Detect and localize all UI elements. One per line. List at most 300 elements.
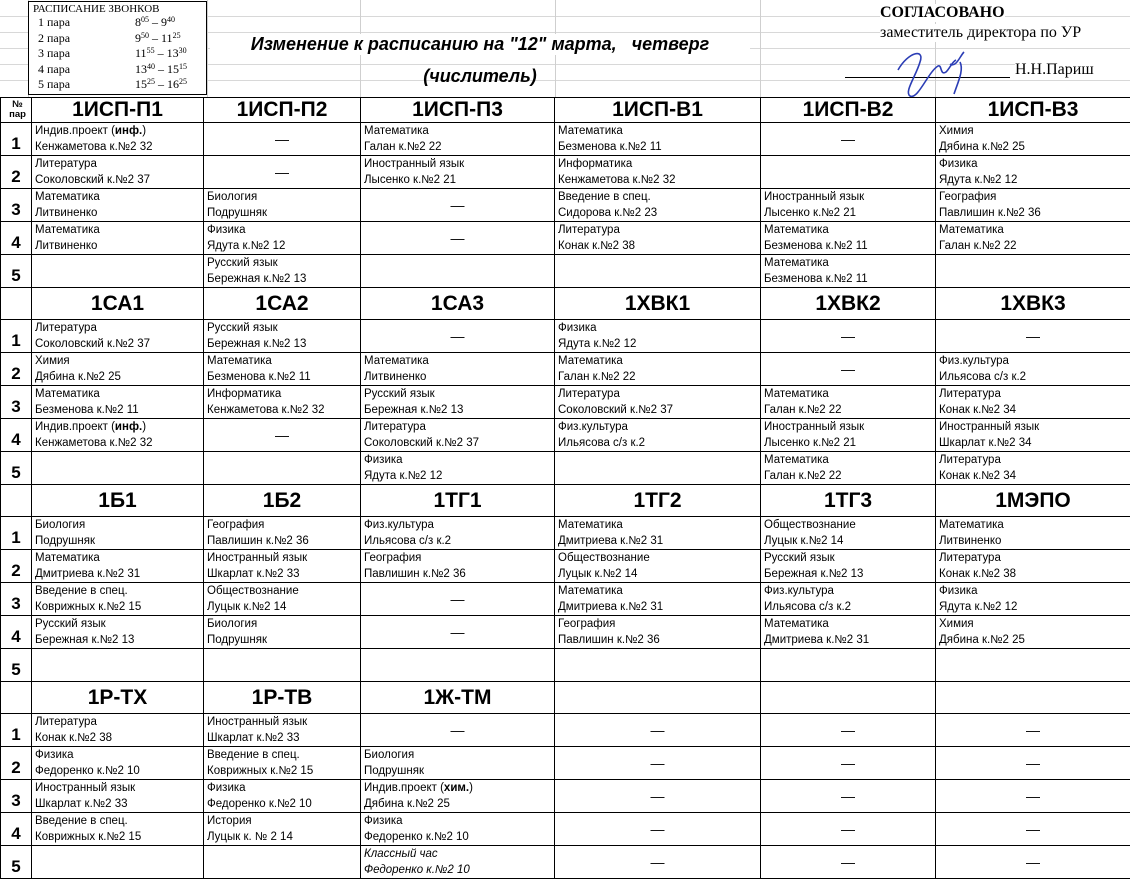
cell-line: Конак к.№2 38 xyxy=(558,240,636,252)
lesson-cell[interactable] xyxy=(361,452,555,485)
lesson-cell[interactable] xyxy=(761,583,936,616)
lesson-cell[interactable] xyxy=(361,386,555,419)
cell-line: Шкарлат к.№2 34 xyxy=(939,437,1032,449)
cell-line: Шкарлат к.№2 33 xyxy=(35,798,128,810)
cell-line: Русский язык xyxy=(207,257,278,269)
lesson-cell[interactable] xyxy=(204,747,361,780)
lesson-cell[interactable] xyxy=(204,583,361,616)
lesson-cell[interactable] xyxy=(936,123,1130,156)
lesson-cell[interactable] xyxy=(555,222,761,255)
cell-line: История xyxy=(207,815,252,827)
bell-period: 3 пара xyxy=(38,46,71,60)
lesson-cell[interactable] xyxy=(936,156,1130,189)
lesson-cell[interactable] xyxy=(204,616,361,649)
lesson-cell[interactable] xyxy=(32,550,204,583)
cell-line: Ядута к.№2 12 xyxy=(939,174,1018,186)
lesson-cell[interactable] xyxy=(761,255,936,288)
cell-line: География xyxy=(558,618,616,630)
group-name: 1ХВК1 xyxy=(555,288,761,320)
empty-lesson-cell[interactable]: — xyxy=(361,189,555,222)
table-row xyxy=(1,123,1130,156)
lesson-cell[interactable] xyxy=(361,780,555,813)
lesson-cell[interactable] xyxy=(555,320,761,353)
lesson-cell[interactable] xyxy=(32,320,204,353)
lesson-cell[interactable] xyxy=(204,846,361,879)
bell-time-part: 40 xyxy=(147,61,155,71)
cell-line: Математика xyxy=(207,355,272,367)
cell-line: Ядута к.№2 12 xyxy=(939,601,1018,613)
cell-line: Федоренко к.№2 10 xyxy=(364,864,470,876)
cell-line: Биология xyxy=(207,618,258,630)
bell-time xyxy=(135,62,187,78)
lesson-cell[interactable] xyxy=(204,452,361,485)
group-header-row xyxy=(1,485,1130,517)
lesson-cell[interactable] xyxy=(761,616,936,649)
lesson-cell[interactable] xyxy=(936,550,1130,583)
cell-line: Ильясова с/з к.2 xyxy=(764,601,852,613)
lesson-cell[interactable] xyxy=(936,222,1130,255)
lesson-cell[interactable] xyxy=(555,123,761,156)
cell-line: Иностранный язык xyxy=(764,191,865,203)
group-name: 1ИСП-П2 xyxy=(204,98,361,123)
cell-line: Галан к.№2 22 xyxy=(764,404,842,416)
cell-line: Математика xyxy=(764,454,829,466)
empty-lesson-cell[interactable]: — xyxy=(761,320,936,353)
lesson-cell[interactable] xyxy=(361,353,555,386)
group-header-row xyxy=(1,98,1130,123)
cell-text: Индив.проект ( xyxy=(364,782,444,794)
lesson-cell[interactable] xyxy=(32,583,204,616)
cell-line: Федоренко к.№2 10 xyxy=(364,831,469,843)
cell-line: Русский язык xyxy=(35,618,106,630)
lesson-cell[interactable] xyxy=(761,189,936,222)
group-name: 1ХВК2 xyxy=(761,288,936,320)
header xyxy=(0,0,1130,97)
lesson-cell[interactable] xyxy=(555,156,761,189)
group-name: 1СА3 xyxy=(361,288,555,320)
lesson-cell[interactable] xyxy=(555,419,761,452)
lesson-cell[interactable] xyxy=(204,386,361,419)
lesson-cell[interactable] xyxy=(32,123,204,156)
cell-line xyxy=(364,780,554,796)
lesson-cell[interactable] xyxy=(361,649,555,682)
cell-line: Бережная к.№2 13 xyxy=(207,338,307,350)
group-header-row xyxy=(1,288,1130,320)
lesson-cell[interactable] xyxy=(32,747,204,780)
table-row xyxy=(1,747,1130,780)
cell-text: ) xyxy=(142,421,147,433)
cell-line: Конак к.№2 34 xyxy=(939,470,1017,482)
cell-line: Литература xyxy=(939,454,1001,466)
cell-line: Дмитриева к.№2 31 xyxy=(35,568,141,580)
lesson-cell[interactable] xyxy=(204,714,361,747)
cell-line: Литература xyxy=(35,322,97,334)
lesson-cell[interactable] xyxy=(555,353,761,386)
cell-line: Луцык к.№2 14 xyxy=(207,601,287,613)
cell-line: Математика xyxy=(558,125,623,137)
lesson-cell[interactable] xyxy=(361,419,555,452)
lesson-cell[interactable] xyxy=(32,156,204,189)
group-name: 1Б2 xyxy=(204,485,361,517)
group-name: 1ТГ2 xyxy=(555,485,761,517)
pair-number-header-line: № xyxy=(12,99,23,110)
approval-position: заместитель директора по УР xyxy=(880,24,1130,42)
lesson-cell[interactable] xyxy=(555,616,761,649)
cell-line: Русский язык xyxy=(207,322,278,334)
empty-lesson-cell[interactable]: — xyxy=(204,123,361,156)
lesson-cell[interactable] xyxy=(204,517,361,550)
pair-number: 4 xyxy=(1,419,32,452)
group-name: 1ТГ1 xyxy=(361,485,555,517)
lesson-cell[interactable] xyxy=(936,189,1130,222)
empty-lesson-cell[interactable]: — xyxy=(936,846,1130,879)
lesson-cell[interactable] xyxy=(32,222,204,255)
cell-line: Русский язык xyxy=(764,552,835,564)
cell-line: Литература xyxy=(35,158,97,170)
lesson-cell[interactable] xyxy=(761,156,936,189)
empty-lesson-cell[interactable]: — xyxy=(361,616,555,649)
bell-row xyxy=(33,46,202,62)
lesson-cell[interactable] xyxy=(761,386,936,419)
empty-lesson-cell[interactable]: — xyxy=(555,780,761,813)
lesson-cell[interactable] xyxy=(555,649,761,682)
table-row xyxy=(1,452,1130,485)
cell-line: Коврижных к.№2 15 xyxy=(35,831,142,843)
pair-number: 3 xyxy=(1,583,32,616)
bell-time-part: – xyxy=(149,30,161,45)
cell-line: Павлишин к.№2 36 xyxy=(364,568,466,580)
empty-lesson-cell[interactable]: — xyxy=(361,714,555,747)
cell-text: хим. xyxy=(443,782,470,794)
bell-time xyxy=(135,15,175,31)
cell-line: Безменова к.№2 11 xyxy=(207,371,311,383)
pair-number-header xyxy=(1,288,32,320)
bell-time xyxy=(135,46,187,62)
lesson-cell[interactable] xyxy=(32,517,204,550)
bell-time-part: 9 xyxy=(161,15,167,29)
empty-lesson-cell[interactable]: — xyxy=(761,813,936,846)
cell-line: Введение в спец. xyxy=(558,191,651,203)
cell-line: Иностранный язык xyxy=(207,552,308,564)
cell-line: Математика xyxy=(558,519,623,531)
group-name: 1ИСП-П1 xyxy=(32,98,204,123)
empty-lesson-cell[interactable]: — xyxy=(555,846,761,879)
lesson-cell[interactable] xyxy=(204,550,361,583)
bell-time-part: 8 xyxy=(135,15,141,29)
bell-time-part: 13 xyxy=(166,46,179,60)
empty-lesson-cell[interactable]: — xyxy=(936,747,1130,780)
group-name xyxy=(761,682,936,714)
lesson-cell[interactable] xyxy=(32,846,204,879)
cell-line: Шкарлат к.№2 33 xyxy=(207,732,300,744)
lesson-cell[interactable] xyxy=(361,550,555,583)
lesson-cell[interactable] xyxy=(361,255,555,288)
cell-line: Кенжаметова к.№2 32 xyxy=(558,174,676,186)
bell-time-part: 9 xyxy=(135,30,141,45)
empty-lesson-cell[interactable]: — xyxy=(761,714,936,747)
lesson-cell[interactable] xyxy=(32,616,204,649)
lesson-cell[interactable] xyxy=(361,517,555,550)
lesson-cell[interactable] xyxy=(32,452,204,485)
cell-line: Математика xyxy=(35,388,100,400)
lesson-cell[interactable] xyxy=(936,419,1130,452)
cell-line: Ядута к.№2 12 xyxy=(207,240,286,252)
empty-lesson-cell[interactable]: — xyxy=(555,813,761,846)
bell-time-part: 15 xyxy=(167,61,179,76)
cell-line xyxy=(35,419,203,435)
bell-time-part: – xyxy=(149,15,161,29)
empty-lesson-cell[interactable]: — xyxy=(936,320,1130,353)
cell-line: Лысенко к.№2 21 xyxy=(764,207,857,219)
cell-line: Физика xyxy=(207,782,246,794)
cell-line: Соколовский к.№2 37 xyxy=(35,338,150,350)
cell-line: Бережная к.№2 13 xyxy=(764,568,864,580)
bell-schedule-title: РАСПИСАНИЕ ЗВОНКОВ xyxy=(33,3,160,15)
empty-lesson-cell[interactable]: — xyxy=(204,419,361,452)
cell-line: Русский язык xyxy=(364,388,435,400)
bell-time-part: 15 xyxy=(179,61,187,71)
cell-line: Дябина к.№2 25 xyxy=(35,371,121,383)
lesson-cell[interactable] xyxy=(936,649,1130,682)
cell-line: Сидорова к.№2 23 xyxy=(558,207,658,219)
bell-period: 5 пара xyxy=(38,77,71,91)
lesson-cell[interactable] xyxy=(761,649,936,682)
lesson-cell[interactable] xyxy=(936,386,1130,419)
pair-number: 5 xyxy=(1,452,32,485)
cell-line: Математика xyxy=(558,585,623,597)
lesson-cell[interactable] xyxy=(204,780,361,813)
cell-line: Ядута к.№2 12 xyxy=(364,470,443,482)
approval-heading: СОГЛАСОВАНО xyxy=(880,4,1005,21)
page-subtitle: (числитель) xyxy=(423,66,537,86)
cell-line: География xyxy=(939,191,997,203)
cell-line: Безменова к.№2 11 xyxy=(764,273,868,285)
group-name: 1МЭПО xyxy=(936,485,1130,517)
table-row xyxy=(1,780,1130,813)
bell-period: 2 пара xyxy=(38,30,71,45)
cell-line: Ильясова с/з к.2 xyxy=(939,371,1027,383)
cell-line: Введение в спец. xyxy=(35,585,128,597)
lesson-cell[interactable] xyxy=(936,353,1130,386)
cell-line: Физика xyxy=(207,224,246,236)
pair-number-header xyxy=(1,682,32,714)
cell-line: Конак к.№2 34 xyxy=(939,404,1017,416)
bell-time xyxy=(135,31,181,47)
pair-number: 4 xyxy=(1,222,32,255)
lesson-cell[interactable] xyxy=(32,714,204,747)
cell-line: Галан к.№2 22 xyxy=(764,470,842,482)
lesson-cell[interactable] xyxy=(555,386,761,419)
bell-time-part: 16 xyxy=(167,77,179,91)
lesson-cell[interactable] xyxy=(204,189,361,222)
table-row xyxy=(1,583,1130,616)
lesson-cell[interactable] xyxy=(361,846,555,879)
cell-line: Литвиненко xyxy=(35,207,98,219)
group-name: 1ТГ3 xyxy=(761,485,936,517)
cell-line: Физика xyxy=(364,454,403,466)
cell-line: Иностранный язык xyxy=(207,716,308,728)
lesson-cell[interactable] xyxy=(204,649,361,682)
cell-line: Дмитриева к.№2 31 xyxy=(764,634,870,646)
cell-line: Бережная к.№2 13 xyxy=(35,634,135,646)
cell-line: Физика xyxy=(364,815,403,827)
cell-line: Шкарлат к.№2 33 xyxy=(207,568,300,580)
pair-number-header-line: пар xyxy=(9,109,26,120)
pair-number-header xyxy=(1,485,32,517)
lesson-cell[interactable] xyxy=(936,583,1130,616)
group-name: 1ИСП-В2 xyxy=(761,98,936,123)
cell-line: Информатика xyxy=(207,388,282,400)
cell-line: Конак к.№2 38 xyxy=(939,568,1017,580)
group-name: 1СА2 xyxy=(204,288,361,320)
empty-lesson-cell[interactable]: — xyxy=(361,583,555,616)
lesson-cell[interactable] xyxy=(204,320,361,353)
lesson-cell[interactable] xyxy=(32,649,204,682)
table-row xyxy=(1,813,1130,846)
empty-lesson-cell[interactable]: — xyxy=(361,320,555,353)
empty-lesson-cell[interactable]: — xyxy=(361,222,555,255)
cell-line: Литература xyxy=(939,552,1001,564)
cell-line: Галан к.№2 22 xyxy=(364,141,442,153)
lesson-cell[interactable] xyxy=(32,780,204,813)
cell-line: Математика xyxy=(939,519,1004,531)
pair-number: 1 xyxy=(1,123,32,156)
lesson-cell[interactable] xyxy=(32,189,204,222)
cell-line: Соколовский к.№2 37 xyxy=(364,437,479,449)
cell-line: Луцык к.№2 14 xyxy=(764,535,844,547)
cell-line: Дябина к.№2 25 xyxy=(939,141,1025,153)
lesson-cell[interactable] xyxy=(361,813,555,846)
bell-time-part: – xyxy=(154,46,167,60)
lesson-cell[interactable] xyxy=(204,353,361,386)
bell-time-part: 55 xyxy=(146,46,155,55)
cell-line: Биология xyxy=(207,191,258,203)
cell-line: Павлишин к.№2 36 xyxy=(939,207,1041,219)
empty-lesson-cell[interactable]: — xyxy=(204,156,361,189)
lesson-cell[interactable] xyxy=(361,156,555,189)
lesson-cell[interactable] xyxy=(936,452,1130,485)
cell-line: Введение в спец. xyxy=(207,749,300,761)
lesson-cell[interactable] xyxy=(555,583,761,616)
lesson-cell[interactable] xyxy=(555,189,761,222)
empty-lesson-cell[interactable]: — xyxy=(761,846,936,879)
cell-line: Федоренко к.№2 10 xyxy=(35,765,140,777)
pair-number: 5 xyxy=(1,846,32,879)
cell-line: Ильясова с/з к.2 xyxy=(364,535,452,547)
group-header-row xyxy=(1,682,1130,714)
cell-line: Литература xyxy=(558,388,620,400)
bell-time-part: 50 xyxy=(141,30,149,40)
lesson-cell[interactable] xyxy=(204,813,361,846)
empty-lesson-cell[interactable]: — xyxy=(936,714,1130,747)
pair-number: 1 xyxy=(1,714,32,747)
bell-time-part: 15 xyxy=(135,77,147,91)
group-name: 1ИСП-В3 xyxy=(936,98,1130,123)
cell-line: Литература xyxy=(364,421,426,433)
signature-icon xyxy=(890,42,980,102)
cell-line: Подрушняк xyxy=(207,207,267,219)
cell-line: Математика xyxy=(764,388,829,400)
lesson-cell[interactable] xyxy=(32,813,204,846)
lesson-cell[interactable] xyxy=(555,255,761,288)
cell-line: Кенжаметова к.№2 32 xyxy=(207,404,325,416)
pair-number: 2 xyxy=(1,353,32,386)
empty-lesson-cell[interactable]: — xyxy=(761,353,936,386)
empty-lesson-cell[interactable]: — xyxy=(555,714,761,747)
lesson-cell[interactable] xyxy=(204,255,361,288)
cell-text: ) xyxy=(142,125,147,137)
group-name: 1Р-ТВ xyxy=(204,682,361,714)
bell-period: 4 пара xyxy=(38,61,71,76)
cell-line: Математика xyxy=(764,618,829,630)
bell-time-part: 30 xyxy=(178,46,187,55)
lesson-cell[interactable] xyxy=(204,222,361,255)
lesson-cell[interactable] xyxy=(32,419,204,452)
empty-lesson-cell[interactable]: — xyxy=(936,780,1130,813)
lesson-cell[interactable] xyxy=(761,452,936,485)
cell-line: Лысенко к.№2 21 xyxy=(364,174,457,186)
empty-lesson-cell[interactable]: — xyxy=(761,780,936,813)
group-name: 1ИСП-П3 xyxy=(361,98,555,123)
cell-line: Химия xyxy=(35,355,70,367)
cell-line: География xyxy=(364,552,422,564)
cell-line: Литвиненко xyxy=(364,371,427,383)
group-name: 1ИСП-В1 xyxy=(555,98,761,123)
lesson-cell[interactable] xyxy=(761,550,936,583)
lesson-cell[interactable] xyxy=(936,255,1130,288)
bell-time-part: 11 xyxy=(161,30,173,45)
table-row xyxy=(1,189,1130,222)
lesson-cell[interactable] xyxy=(936,616,1130,649)
cell-line: Математика xyxy=(939,224,1004,236)
lesson-cell[interactable] xyxy=(32,255,204,288)
group-name: 1ХВК3 xyxy=(936,288,1130,320)
pair-number: 5 xyxy=(1,255,32,288)
bell-time-part: 05 xyxy=(141,15,149,24)
pair-number: 2 xyxy=(1,550,32,583)
lesson-cell[interactable] xyxy=(361,747,555,780)
empty-lesson-cell[interactable]: — xyxy=(761,123,936,156)
cell-line: Математика xyxy=(35,552,100,564)
lesson-cell[interactable] xyxy=(555,452,761,485)
lesson-cell[interactable] xyxy=(761,517,936,550)
cell-line xyxy=(35,123,203,139)
bell-time-part: 25 xyxy=(172,30,181,40)
bell-time-part: 25 xyxy=(147,77,155,86)
cell-line: Лысенко к.№2 21 xyxy=(764,437,857,449)
lesson-cell[interactable] xyxy=(761,222,936,255)
lesson-cell[interactable] xyxy=(936,517,1130,550)
cell-line: Обществознание xyxy=(764,519,856,531)
cell-line: Математика xyxy=(764,257,829,269)
cell-line: Физика xyxy=(558,322,597,334)
lesson-cell[interactable] xyxy=(555,550,761,583)
empty-lesson-cell[interactable]: — xyxy=(936,813,1130,846)
empty-lesson-cell[interactable]: — xyxy=(555,747,761,780)
lesson-cell[interactable] xyxy=(361,123,555,156)
table-row xyxy=(1,353,1130,386)
cell-line: Математика xyxy=(35,224,100,236)
lesson-cell[interactable] xyxy=(32,386,204,419)
cell-line: Физ.культура xyxy=(558,421,628,433)
lesson-cell[interactable] xyxy=(32,353,204,386)
cell-line: Физ.культура xyxy=(764,585,834,597)
cell-line: Кенжаметова к.№2 32 xyxy=(35,141,153,153)
lesson-cell[interactable] xyxy=(761,419,936,452)
empty-lesson-cell[interactable]: — xyxy=(761,747,936,780)
lesson-cell[interactable] xyxy=(555,517,761,550)
table-row xyxy=(1,649,1130,682)
